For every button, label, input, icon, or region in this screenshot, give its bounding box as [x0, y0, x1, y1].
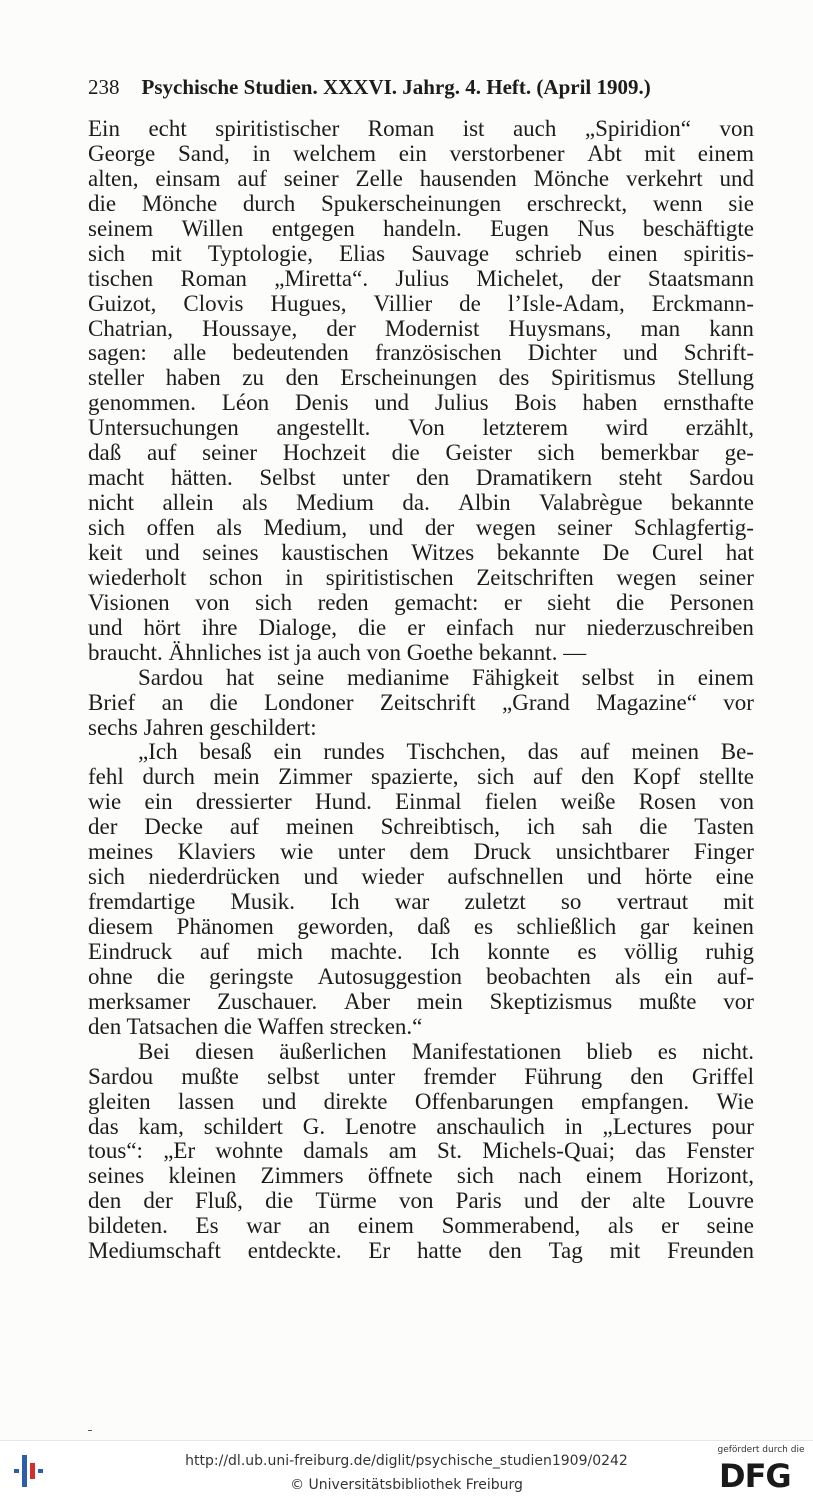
text-line: wiederholt schon in spiritistischen Zeitschriften wegen seiner: [88, 565, 754, 590]
text-line: Sardou mußte selbst unter fremder Führung den Griffel: [88, 1064, 754, 1089]
text-line: tous“: „Er wohnte damals am St. Michels-Quai; das Fenster: [88, 1139, 754, 1164]
text-line: braucht. Ähnliches ist ja auch von Goethe bekannt. —: [88, 640, 587, 665]
journal-title: Psychische Studien. XXXVI. Jahrg. 4. Heft. (April 1909.): [141, 74, 651, 99]
body-text: [88, 117, 754, 1264]
page-number: 238: [88, 74, 120, 99]
footer-bar: [0, 1440, 813, 1499]
text-line: Untersuchungen angestellt. Von letzterem wird erzählt,: [88, 416, 754, 441]
text-line: sich niederdrücken und wieder aufschnellen und hörte eine: [88, 865, 754, 890]
text-line: das kam, schildert G. Lenotre anschaulich in „Lectures pour: [88, 1114, 754, 1139]
text-line: tischen Roman „Miretta“. Julius Michelet, der Staatsmann: [88, 266, 754, 291]
text-line: alten, einsam auf seiner Zelle hausenden Mönche verkehrt und: [88, 166, 754, 191]
text-line: sich offen als Medium, und der wegen seiner Schlagfertig-: [88, 516, 754, 540]
dfg-mark: DFG: [719, 1457, 791, 1495]
text-line: George Sand, in welchem ein verstorbener Abt mit einem: [88, 141, 754, 166]
text-line: sagen: alle bedeutenden französischen Dichter und Schrift-: [88, 341, 754, 366]
text-line: steller haben zu den Erscheinungen des Spiritismus Stellung: [88, 366, 754, 391]
text-line: Sardou hat seine medianime Fähigkeit selbst in einem: [138, 665, 754, 690]
text-line: den der Fluß, die Türme von Paris und der alte Louvre: [88, 1189, 754, 1214]
text-line: macht hätten. Selbst unter den Dramatikern steht Sardou: [88, 466, 754, 491]
text-line: „Ich besaß ein rundes Tischchen, das auf meinen Be-: [138, 740, 754, 765]
text-line: fehl durch mein Zimmer spazierte, sich auf den Kopf stellte: [88, 765, 754, 790]
running-header: [88, 72, 754, 102]
text-line: nicht allein als Medium da. Albin Valabrègue bekannte: [88, 491, 754, 516]
text-line: der Decke auf meinen Schreibtisch, ich sah die Tasten: [88, 815, 754, 840]
text-line: diesem Phänomen geworden, daß es schließlich gar keinen: [88, 915, 754, 939]
text-line: fremdartige Musik. Ich war zuletzt so vertraut mit: [88, 890, 754, 915]
dfg-caption: gefördert durch die: [717, 1445, 805, 1455]
dfg-logo: [715, 1445, 807, 1495]
margin-mark: [88, 1430, 92, 1431]
text-line: Guizot, Clovis Hugues, Villier de l’Isle-Adam, Erckmann-: [88, 291, 754, 316]
text-line: meines Klaviers wie unter dem Druck unsichtbarer Finger: [88, 840, 754, 865]
text-line: seinem Willen entgegen handeln. Eugen Nus beschäftigte: [88, 216, 754, 241]
text-line: und hört ihre Dialoge, die er einfach nur niederzuschreiben: [88, 615, 754, 640]
text-line: genommen. Léon Denis und Julius Bois haben ernsthafte: [88, 391, 754, 416]
text-line: seines kleinen Zimmers öffnete sich nach einem Horizont,: [88, 1164, 754, 1189]
text-line: Mediumschaft entdeckte. Er hatte den Tag mit Freunden: [88, 1239, 754, 1264]
text-line: den Tatsachen die Waffen strecken.“: [88, 1014, 423, 1039]
text-line: sich mit Typtologie, Elias Sauvage schrieb einen spiritis-: [88, 241, 754, 266]
text-line: Chatrian, Houssaye, der Modernist Huysmans, man kann: [88, 316, 754, 341]
text-line: Ein echt spiritistischer Roman ist auch „Spiridion“ von: [88, 117, 754, 141]
text-line: die Mönche durch Spukerscheinungen erschreckt, wenn sie: [88, 191, 754, 216]
copyright-notice: © Universitätsbibliothek Freiburg: [290, 1477, 523, 1493]
text-line: Brief an die Londoner Zeitschrift „Grand Magazine“ vor: [88, 690, 754, 715]
text-line: Bei diesen äußerlichen Manifestationen blieb es nicht.: [138, 1039, 754, 1064]
text-line: merksamer Zuschauer. Aber mein Skeptizismus mußte vor: [88, 989, 754, 1014]
text-line: wie ein dressierter Hund. Einmal fielen weiße Rosen von: [88, 790, 754, 815]
text-line: bildeten. Es war an einem Sommerabend, als er seine: [88, 1214, 754, 1239]
text-line: daß auf seiner Hochzeit die Geister sich bemerkbar ge-: [88, 441, 754, 466]
text-line: Eindruck auf mich machte. Ich konnte es völlig ruhig: [88, 939, 754, 964]
text-line: keit und seines kaustischen Witzes bekannte De Curel hat: [88, 540, 754, 565]
text-line: gleiten lassen und direkte Offenbarungen empfangen. Wie: [88, 1089, 754, 1114]
text-line: Visionen von sich reden gemacht: er sieht die Personen: [88, 590, 754, 615]
permalink-url[interactable]: http://dl.ub.uni-freiburg.de/diglit/psychische_studien1909/0242: [185, 1453, 628, 1469]
text-line: sechs Jahren geschildert:: [88, 715, 317, 740]
text-line: ohne die geringste Autosuggestion beobachten als ein auf-: [88, 964, 754, 989]
